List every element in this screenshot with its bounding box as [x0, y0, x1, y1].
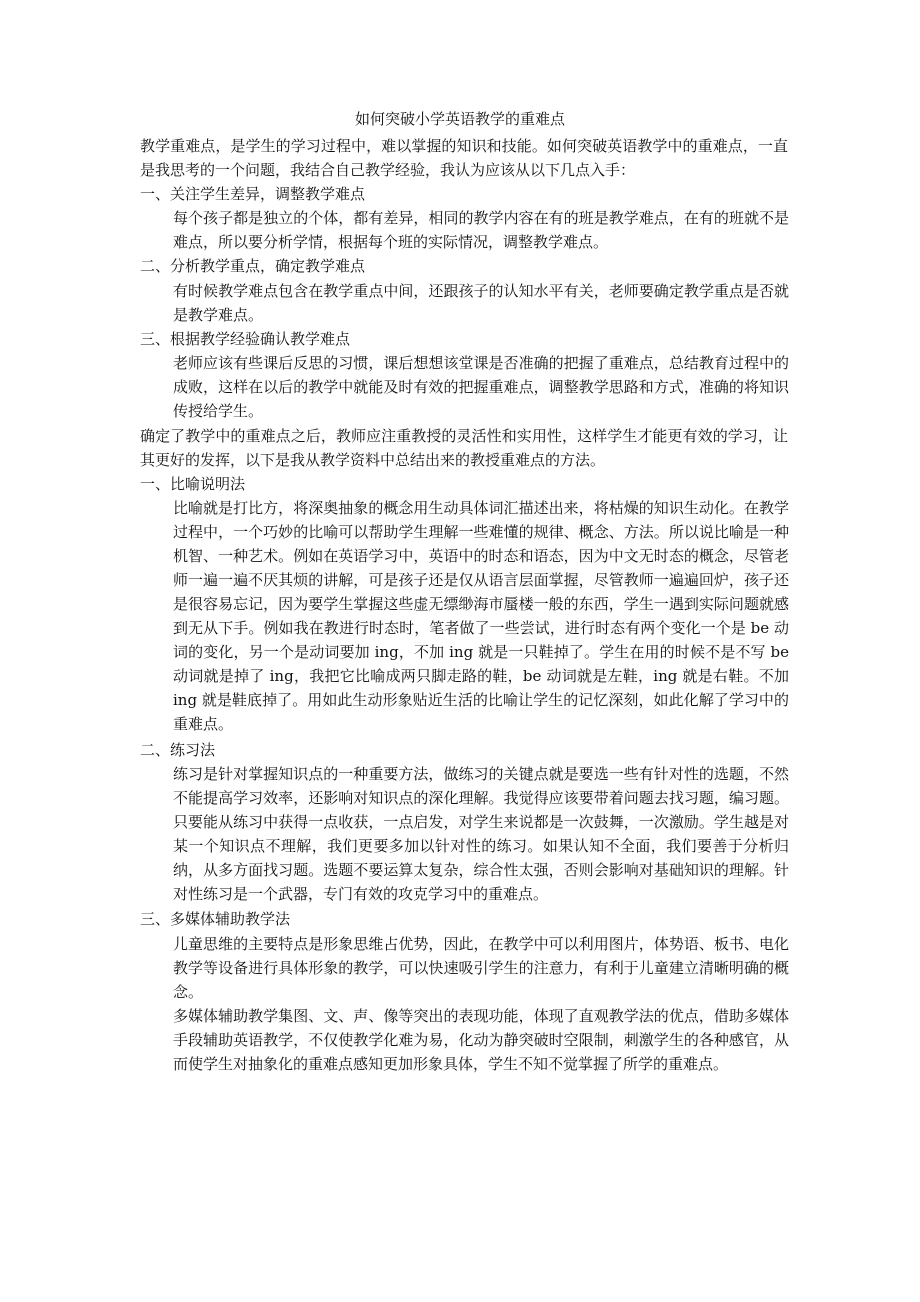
method-body-practice: 练习是针对掌握知识点的一种重要方法，做练习的关键点就是要选一些有针对性的选题，不然不能提高学习效率，还影响对知识点的深化理解。我觉得应该要带着问题去找习题，编习题。只要能从练习中获得一点收获，一点启发，对学生来说都是一次鼓舞，一次激励。学生越是对某一个知识点不理解，我们更要多加以针对性的练习。如果认知不全面，我们要善于分析归纳，从多方面找习题。选题不要运算太复杂，综合性太强，否则会影响对基础知识的理解。针对性练习是一个武器，专门有效的攻克学习中的重难点。 — [173, 765, 789, 903]
method-heading-practice: 二、练习法 — [140, 741, 216, 759]
section-body-focus-differences: 每个孩子都是独立的个体，都有差异，相同的教学内容在有的班是教学难点，在有的班就不是难点，所以要分析学情，根据每个班的实际情况，调整教学难点。 — [173, 209, 789, 251]
method-body-multimedia-2: 多媒体辅助教学集图、文、声、像等突出的表现功能，体现了直观教学法的优点，借助多媒体手段辅助英语教学，不仅使教学化难为易，化动为静突破时空限制，刺激学生的各种感官，从而使学生对抽象化的重难点感知更加形象具体，学生不知不觉掌握了所学的重难点。 — [173, 1007, 789, 1073]
section-heading-focus-differences: 一、关注学生差异，调整教学难点 — [140, 185, 366, 203]
transition-paragraph: 确定了教学中的重难点之后，教师应注重教授的灵活性和实用性，这样学生才能更有效的学习，让其更好的发挥，以下是我从教学资料中总结出来的教授重难点的方法。 — [140, 427, 788, 469]
intro-paragraph: 教学重难点，是学生的学习过程中，难以掌握的知识和技能。如何突破英语教学中的重难点，一直是我思考的一个问题，我结合自己教学经验，我认为应该从以下几点入手： — [140, 137, 788, 179]
method-body-multimedia-1: 儿童思维的主要特点是形象思维占优势，因此，在教学中可以利用图片，体势语、板书、电化教学等设备进行具体形象的教学，可以快速吸引学生的注意力，有利于儿童建立清晰明确的概念。 — [173, 935, 789, 1001]
method-heading-multimedia: 三、多媒体辅助教学法 — [140, 910, 291, 928]
section-heading-experience: 三、根据教学经验确认教学难点 — [140, 330, 351, 348]
method-body-metaphor: 比喻就是打比方，将深奥抽象的概念用生动具体词汇描述出来，将枯燥的知识生动化。在教学过程中，一个巧妙的比喻可以帮助学生理解一些难懂的规律、概念、方法。所以说比喻是一种机智、一种艺术。例如在英语学习中，英语中的时态和语态，因为中文无时态的概念，尽管老师一遍一遍不厌其烦的讲解，可是孩子还是仅从语言层面掌握，尽管教师一遍遍回炉，孩子还是很容易忘记，因为要学生掌握这些虚无缥缈海市蜃楼一般的东西，学生一遇到实际问题就感到无从下手。例如我在教进行时态时，笔者做了一些尝试，进行时态有两个变化一个是 be 动词的变化，另一个是动词要加 ing，不加 ing 就是一只鞋掉了。学生在用的时候不是不写 be 动词就是掉了 ing，我把它比喻成两只脚走路的鞋，be 动词就是左鞋，ing 就是右鞋。不加 ing 就是鞋底掉了。用如此生动形象贴近生活的比喻让学生的记忆深刻，如此化解了学习中的重难点。 — [173, 499, 789, 733]
section-body-analyze-focus: 有时候教学难点包含在教学重点中间，还跟孩子的认知水平有关，老师要确定教学重点是否就是教学难点。 — [173, 282, 789, 324]
method-heading-metaphor: 一、比喻说明法 — [140, 475, 246, 493]
document-title: 如何突破小学英语教学的重难点 — [354, 110, 565, 128]
section-body-experience: 老师应该有些课后反思的习惯，课后想想该堂课是否准确的把握了重难点，总结教育过程中的成败，这样在以后的教学中就能及时有效的把握重难点，调整教学思路和方式，准确的将知识传授给学生。 — [173, 354, 789, 420]
section-heading-analyze-focus: 二、分析教学重点，确定教学难点 — [140, 257, 366, 275]
